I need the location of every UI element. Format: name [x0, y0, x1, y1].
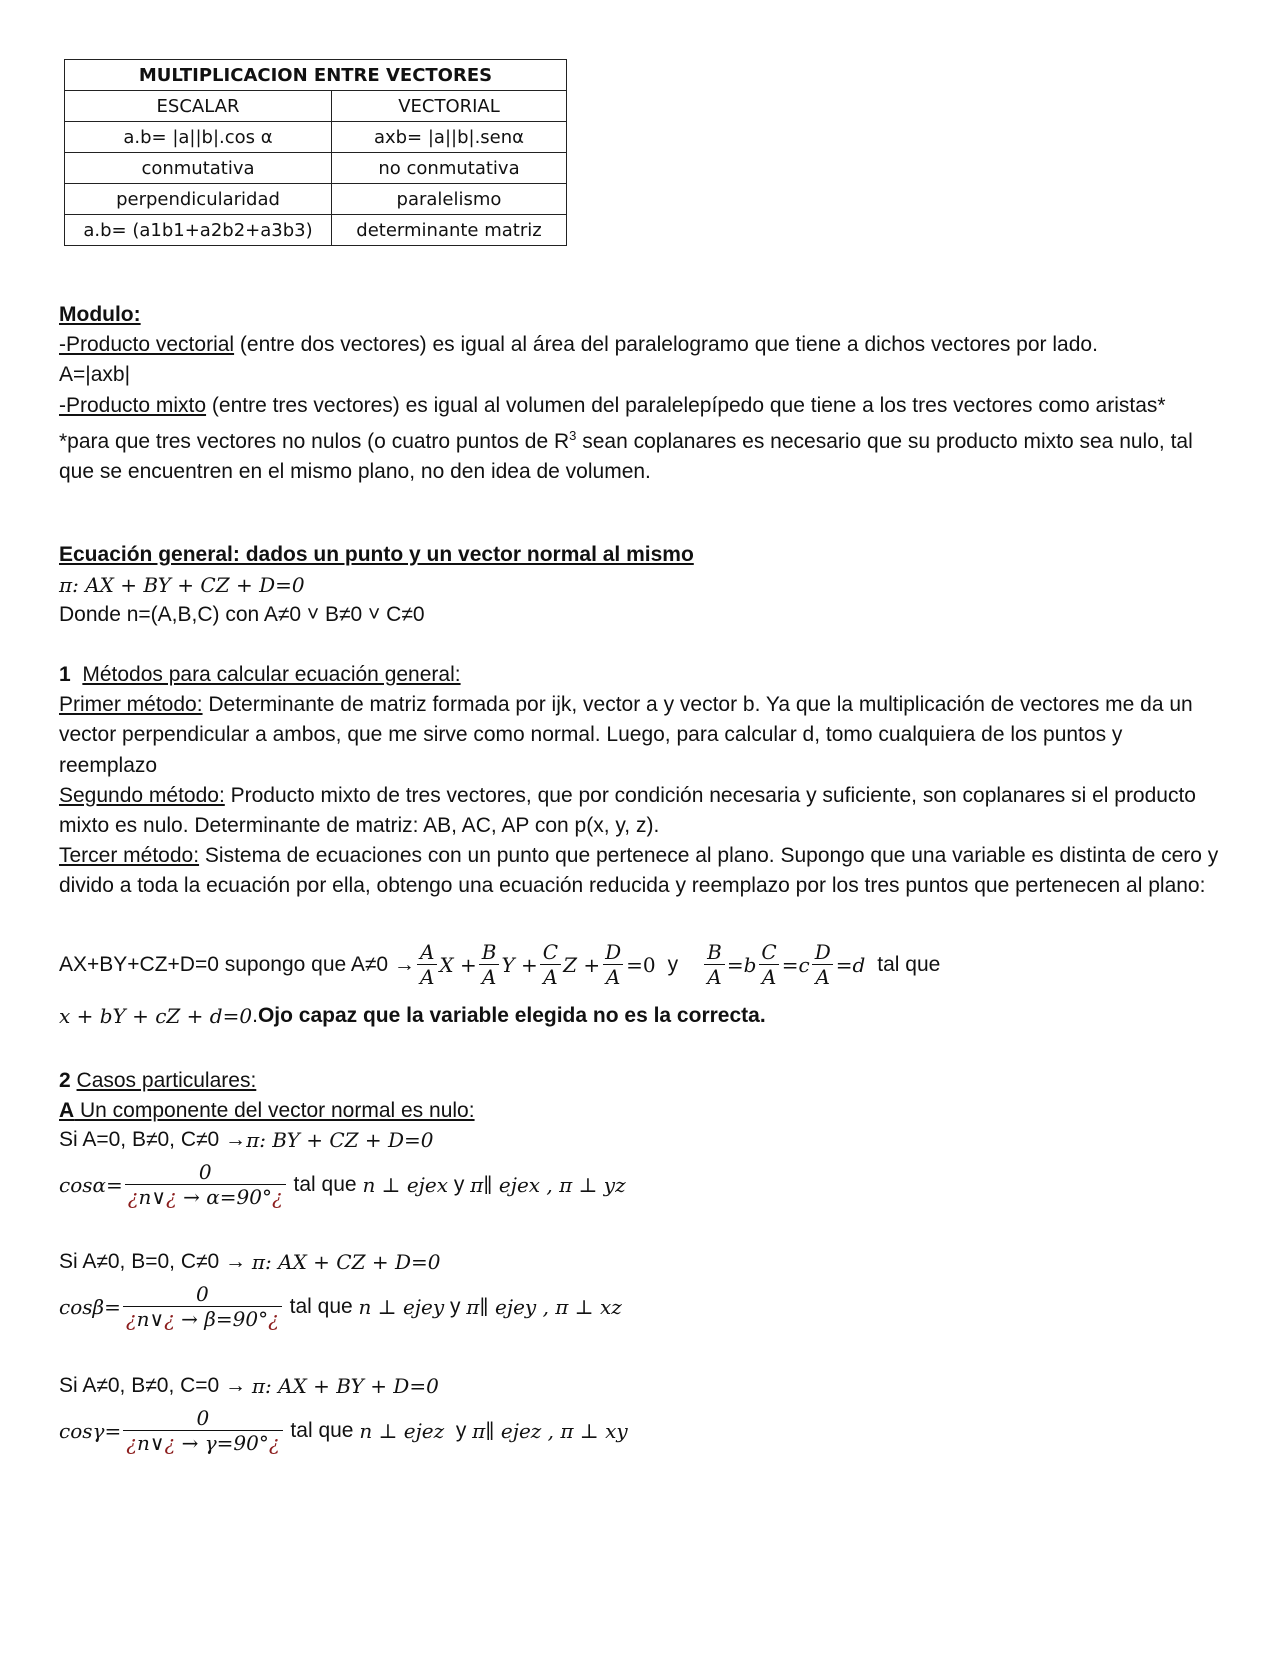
- segundo-metodo-label: Segundo método:: [59, 783, 225, 807]
- reduced-equation: x + bY + cZ + d=0: [59, 1004, 253, 1028]
- glyph: ¿: [268, 1431, 280, 1455]
- fraction: [540, 940, 561, 989]
- area-formula: A=|axb|: [59, 363, 131, 387]
- and-word: y: [444, 1294, 467, 1318]
- fraction-denominator: A: [479, 964, 499, 989]
- fraction-denominator: [123, 1306, 282, 1331]
- warning-note: Ojo capaz que la variable elegida no es la correcta.: [257, 1004, 766, 1027]
- glyph: n∨: [138, 1185, 167, 1209]
- parallel-relation: π∥ ejez , π ⊥ xy: [472, 1418, 628, 1443]
- cosine-fraction: [123, 1282, 282, 1331]
- casos-sub-letter: A: [59, 1099, 75, 1123]
- table-cell: axb= |a||b|.senα: [332, 122, 567, 153]
- table-row: [65, 215, 567, 246]
- ecuacion-heading: Ecuación general: dados un punto y un vector normal al mismo: [59, 543, 694, 566]
- fraction-suffix: X +: [439, 952, 477, 977]
- glyph: ¿: [127, 1185, 139, 1209]
- fraction: [758, 940, 779, 989]
- glyph: ¿: [164, 1307, 175, 1331]
- fraction-suffix: =b: [726, 952, 757, 977]
- glyph: ¿: [271, 1185, 283, 1209]
- table-cell: a.b= (a1b1+a2b2+a3b3): [65, 215, 332, 246]
- fraction-numerator: 0: [196, 1406, 210, 1430]
- producto-mixto-text: (entre tres vectores) es igual al volumen del paralelepípedo que tiene a los tres vectores como aristas*: [206, 393, 1166, 417]
- tal-que: tal que: [877, 952, 941, 976]
- glyph: → β=90°: [174, 1307, 269, 1331]
- glyph: ¿: [164, 1431, 176, 1455]
- fraction-denominator: A: [540, 964, 560, 989]
- case-plane: π: AX + CZ + D=0: [251, 1250, 441, 1274]
- case-a-cosine: [59, 1160, 626, 1209]
- table-row: [65, 153, 567, 184]
- glyph: → α=90°: [176, 1185, 272, 1209]
- case-condition-text: Si A≠0, B=0, C≠0 →: [59, 1250, 252, 1273]
- fraction: [479, 940, 500, 989]
- glyph: n∨: [136, 1431, 165, 1455]
- fraction-suffix: Z +: [563, 952, 601, 977]
- glyph: ¿: [166, 1185, 177, 1209]
- case-c-condition: [59, 1374, 439, 1398]
- cosine-lhs: cosα=: [59, 1172, 123, 1197]
- tal-que: tal que: [283, 1294, 359, 1318]
- glyph: → γ=90°: [175, 1431, 269, 1455]
- tercer-metodo: [59, 841, 1219, 901]
- fraction-suffix: Y +: [501, 952, 538, 977]
- metodos-section: [59, 660, 1219, 902]
- fraction-numerator: D: [605, 940, 622, 964]
- reduced-equation-derivation: [59, 940, 940, 989]
- case-plane: π: AX + BY + D=0: [251, 1374, 439, 1398]
- segundo-metodo-text: Producto mixto de tres vectores, que por condición necesaria y suficiente, son coplanares si el producto mixto es nulo. Determinante de matriz: AB, AC, AP con p(x, y, z).: [59, 783, 1196, 838]
- tal-que: tal que: [284, 1418, 360, 1442]
- fraction-numerator: B: [707, 940, 722, 964]
- modulo-section: [59, 300, 1219, 487]
- fraction-suffix: =c: [781, 952, 810, 977]
- normal-vector-condition: Donde n=(A,B,C) con A≠0 ˅ B≠0 ˅ C≠0: [59, 603, 425, 627]
- fraction-suffix: =0: [626, 952, 656, 977]
- parallel-relation: π∥ ejey , π ⊥ xz: [466, 1294, 622, 1319]
- fraction-numerator: C: [761, 940, 777, 964]
- metodos-heading: Métodos para calcular ecuación general:: [82, 663, 461, 686]
- reduced-dot: .: [252, 1004, 258, 1027]
- coplanar-note-b: sean coplanares es necesario que su producto mixto sea nulo, tal que se encuentren en el mismo plano, no den idea de volumen.: [59, 429, 1193, 484]
- casos-sub-text: Un componente del vector normal es nulo:: [74, 1099, 475, 1123]
- perpendicular-relation: n ⊥ ejey: [358, 1294, 445, 1319]
- producto-mixto-paragraph: [59, 391, 1219, 421]
- cosine-fraction: [123, 1406, 282, 1455]
- table-header-vectorial: VECTORIAL: [332, 91, 567, 122]
- primer-metodo-text: Determinante de matriz formada por ijk, vector a y vector b. Ya que la multiplicación de vectores me da un vector perpendicular a ambos, que me sirve como normal. Luego, para calcular d, tomo cualquiera de los puntos y reemplazo: [59, 693, 1193, 777]
- fraction-denominator: A: [603, 964, 623, 989]
- casos-heading: Casos particulares:: [76, 1069, 257, 1092]
- primer-metodo-label: Primer método:: [59, 693, 203, 717]
- fraction: [417, 940, 437, 989]
- table-cell: conmutativa: [65, 153, 332, 184]
- fraction: [812, 940, 834, 989]
- casos-section: [59, 1066, 1219, 1126]
- fraction-numerator: B: [481, 940, 497, 964]
- table-cell: perpendicularidad: [65, 184, 332, 215]
- r3-superscript: 3: [569, 427, 577, 443]
- fraction-denominator: A: [812, 964, 832, 989]
- and-word: y: [444, 1418, 473, 1442]
- table-row: [65, 184, 567, 215]
- cosine-lhs: cosγ=: [59, 1418, 122, 1443]
- fraction-numerator: A: [419, 940, 435, 964]
- table-cell: paralelismo: [332, 184, 567, 215]
- ecuacion-section: [59, 540, 1219, 631]
- fraction: [704, 940, 725, 989]
- glyph: ¿: [268, 1307, 279, 1331]
- fraction: [602, 940, 624, 989]
- derivation-lead: AX+BY+CZ+D=0 supongo que A≠0 →: [59, 952, 415, 976]
- producto-vectorial-term: -Producto vectorial: [59, 333, 235, 357]
- perpendicular-relation: n ⊥ ejez: [359, 1418, 445, 1443]
- cosine-lhs: cosβ=: [59, 1294, 121, 1319]
- fraction-suffix: =d: [835, 952, 866, 977]
- case-plane: π: BY + CZ + D=0: [246, 1128, 434, 1152]
- table-header-escalar: ESCALAR: [65, 91, 332, 122]
- case-a-condition: [59, 1128, 434, 1152]
- metodos-number: 1: [59, 663, 71, 686]
- fraction-numerator: 0: [198, 1160, 212, 1184]
- perpendicular-relation: n ⊥ ejex: [362, 1172, 448, 1197]
- tercer-metodo-label: Tercer método:: [59, 844, 200, 868]
- fraction-numerator: 0: [195, 1282, 209, 1306]
- modulo-heading: Modulo:: [59, 303, 141, 326]
- table-title: MULTIPLICACION ENTRE VECTORES: [65, 60, 567, 91]
- glyph: n∨: [136, 1307, 165, 1331]
- case-b-condition: [59, 1250, 440, 1274]
- casos-heading-line: [59, 1066, 1219, 1096]
- table-row: [65, 122, 567, 153]
- segundo-metodo: [59, 781, 1219, 841]
- tercer-metodo-text: Sistema de ecuaciones con un punto que pertenece al plano. Supongo que una variable es distinta de cero y divido a toda la ecuación por ella, obtengo una ecuación reducida y reemplazo por los tres puntos que pertenecen al plano:: [59, 844, 1219, 898]
- metodos-heading-line: [59, 660, 1219, 690]
- and-word: y: [448, 1172, 471, 1196]
- coplanar-note-a: *para que tres vectores no nulos (o cuatro puntos de R: [59, 429, 570, 453]
- cosine-fraction: [125, 1160, 286, 1209]
- fraction-denominator: A: [759, 964, 779, 989]
- producto-mixto-term: -Producto mixto: [59, 393, 207, 417]
- fraction-numerator: C: [542, 940, 559, 964]
- plane-equation: π: AX + BY + CZ + D=0: [59, 573, 305, 598]
- glyph: ¿: [126, 1431, 137, 1455]
- casos-number: 2: [59, 1069, 71, 1092]
- casos-subheading: [59, 1096, 1219, 1126]
- fraction-denominator: A: [417, 964, 437, 989]
- table-cell: no conmutativa: [332, 153, 567, 184]
- case-c-cosine: [59, 1406, 628, 1455]
- and-word: y: [667, 952, 679, 976]
- coplanar-note: [59, 421, 1219, 487]
- case-condition-text: Si A=0, B≠0, C≠0 →: [59, 1128, 247, 1151]
- primer-metodo: [59, 690, 1219, 781]
- case-condition-text: Si A≠0, B≠0, C=0 →: [59, 1374, 252, 1397]
- table-cell: determinante matriz: [332, 215, 567, 246]
- fraction-denominator: [125, 1184, 286, 1209]
- table-cell: a.b= |a||b|.cos α: [65, 122, 332, 153]
- fraction-denominator: [123, 1430, 282, 1455]
- reduced-equation-line: [59, 1004, 766, 1028]
- fraction-denominator: A: [704, 964, 724, 989]
- case-b-cosine: [59, 1282, 622, 1331]
- producto-vectorial-paragraph: [59, 330, 1219, 360]
- multiplication-table: [64, 59, 567, 246]
- tal-que: tal que: [287, 1172, 363, 1196]
- parallel-relation: π∥ ejex , π ⊥ yz: [470, 1172, 626, 1197]
- producto-vectorial-text: (entre dos vectores) es igual al área del paralelogramo que tiene a dichos vectores por lado.: [234, 333, 1098, 357]
- glyph: ¿: [125, 1307, 137, 1331]
- fraction-numerator: D: [814, 940, 831, 964]
